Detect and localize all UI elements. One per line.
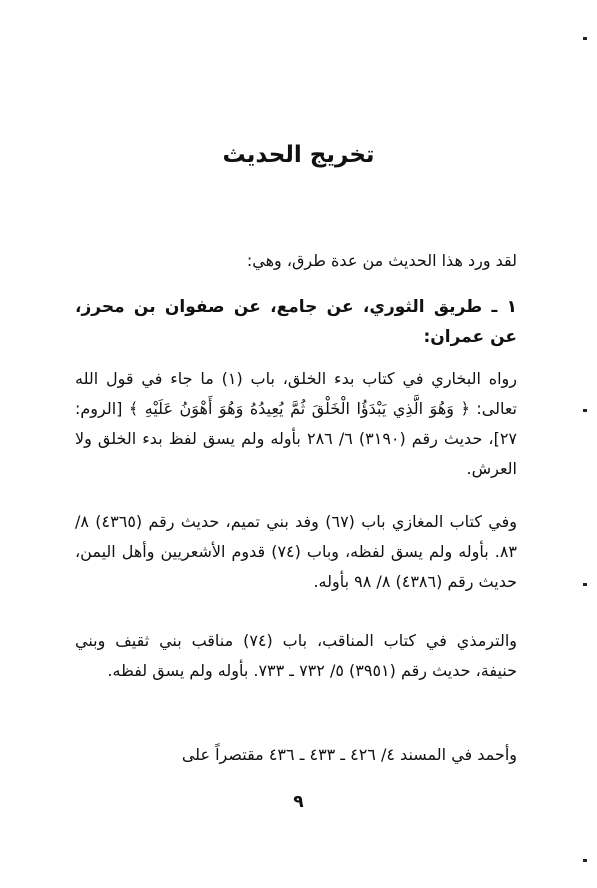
scan-mark	[583, 583, 587, 586]
scan-mark	[583, 37, 587, 40]
intro-text: لقد ورد هذا الحديث من عدة طرق، وهي:	[246, 251, 517, 270]
path-title: ١ ـ طريق الثوري، عن جامع، عن صفوان بن محرز، عن عمران:	[75, 297, 517, 347]
page-number: ٩	[293, 792, 304, 812]
ahmad-paragraph: وأحمد في المسند ٤/ ٤٢٦ ـ ٤٣٣ ـ ٤٣٦ مقتصراً على	[181, 745, 517, 764]
scan-mark	[583, 859, 587, 862]
chapter-heading: تخريج الحديث	[222, 142, 375, 168]
tirmidhi-paragraph: والترمذي في كتاب المناقب، باب (٧٤) مناقب بني ثقيف وبني حنيفة، حديث رقم (٣٩٥١) ٥/ ٧٣٢ ـ ٧٣٣. بأوله ولم يسق لفظه.	[75, 631, 518, 680]
scan-mark	[583, 409, 587, 412]
bukhari-paragraph: رواه البخاري في كتاب بدء الخلق، باب (١) ما جاء في قول الله تعالى: ﴿ وَهُوَ الَّذِي يَبْدَؤُا الْخَلْقَ ثُمَّ يُعِيدُهُ وَهُوَ أَهْوَنُ عَلَيْهِ ﴾ [الروم: ٢٧]، حديث رقم (٣١٩٠) ٦/ ٢٨٦ بأوله ولم يسق لفظ بدء الخلق ولا العرش.	[75, 369, 518, 478]
maghazi-paragraph: وفي كتاب المغازي باب (٦٧) وفد بني تميم، حديث رقم (٤٣٦٥) ٨/ ٨٣. بأوله ولم يسق لفظه، وباب (٧٤) قدوم الأشعريين وأهل اليمن، حديث رقم (٤٣٨٦) ٨/ ٩٨ بأوله.	[75, 512, 518, 591]
